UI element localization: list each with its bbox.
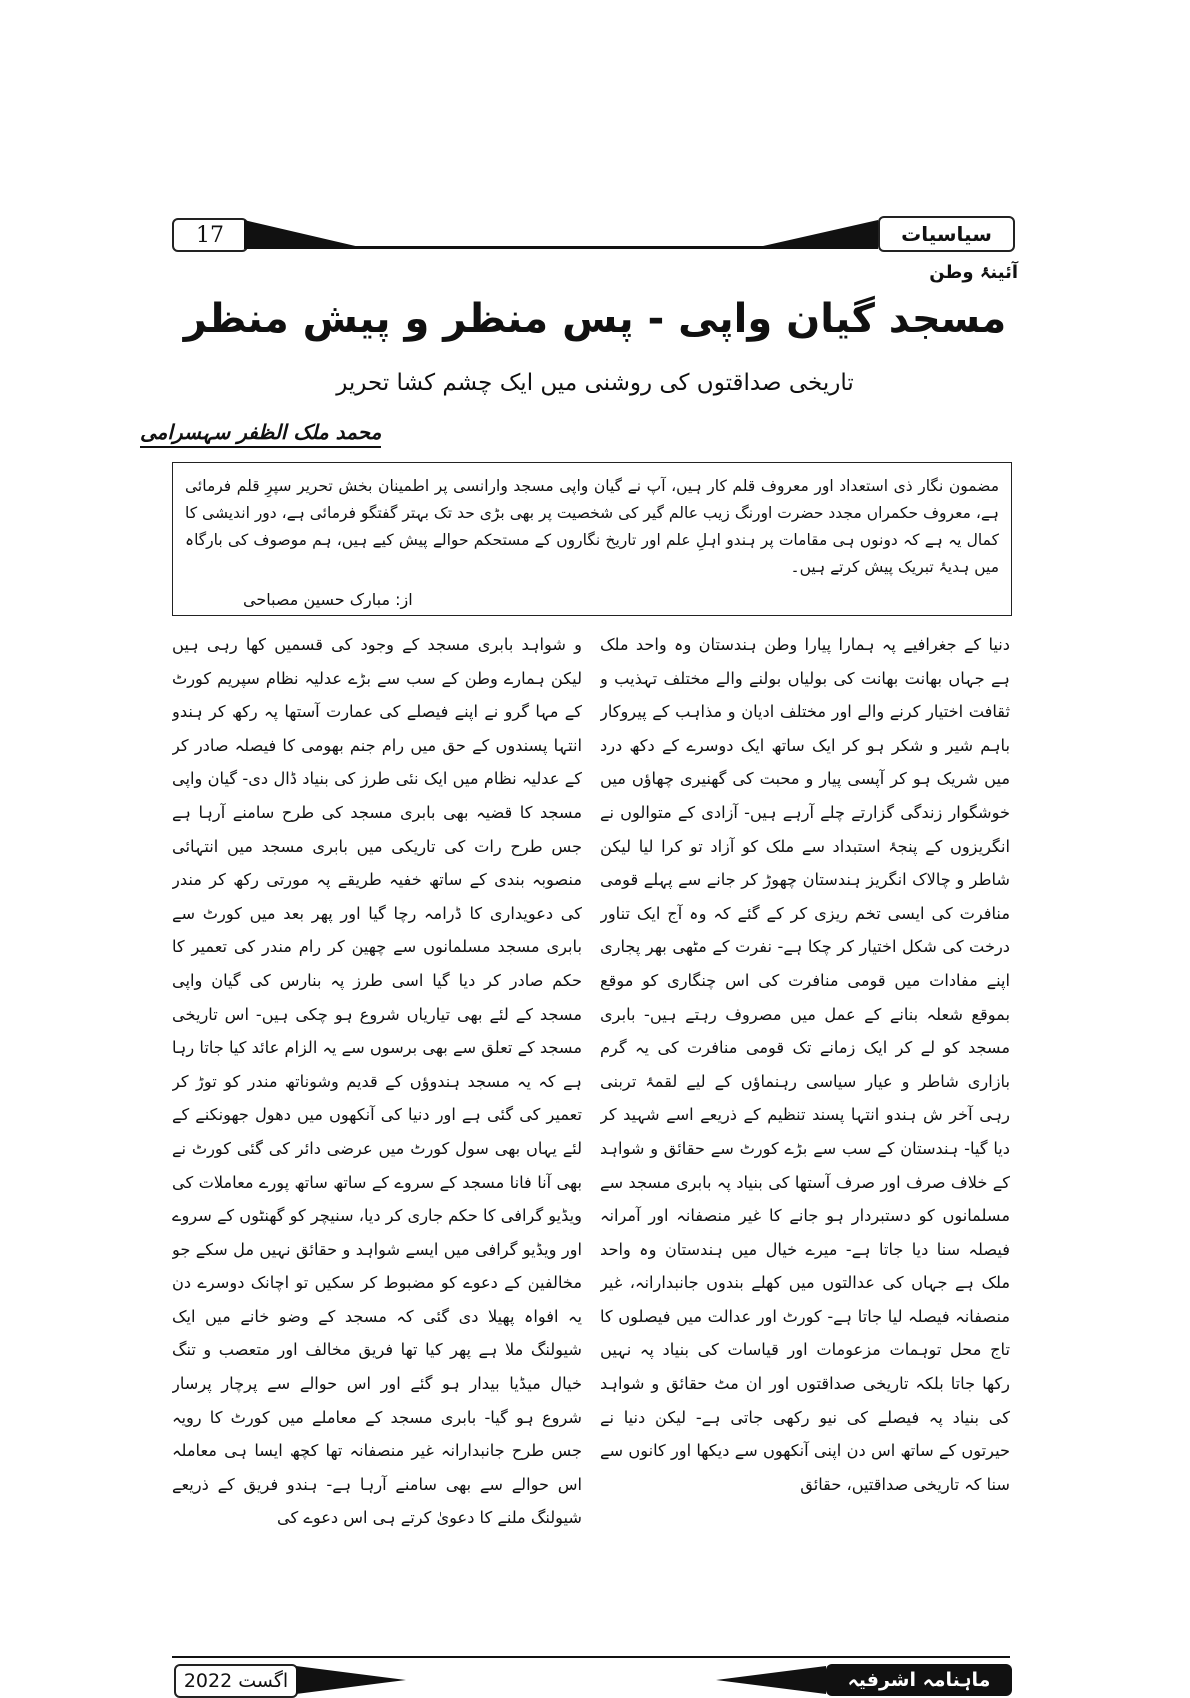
body-paragraph: و شواہد بابری مسجد کے وجود کی قسمیں کھا رہی ہیں لیکن ہمارے وطن کے سب سے بڑے عدلیہ نظام سپریم کورٹ کے مہا گرو نے اپنے فیصلے کی عمارت آستھا پہ رکھ کر ہندو انتہا پسندوں کے حق میں رام جنم بھومی کا فیصلہ صادر کر کے عدلیہ نظام میں ایک نئی طرز کی بنیاد ڈال دی- گیان واپی مسجد کا قضیہ بھی بابری مسجد کی طرح سامنے آرہا ہے جس طرح رات کی تاریکی میں بابری مسجد میں انتہائی منصوبہ بندی کے ساتھ خفیہ طریقے پہ مورتی رکھ کر مندر کی دعویداری کا ڈرامہ رچا گیا اور پھر بعد میں کورٹ سے بابری مسجد مسلمانوں سے چھین کر رام مندر کی تعمیر کا حکم صادر کر دیا گیا اسی طرز پہ بنارس کی گیان واپی مسجد کے لئے بھی تیاریاں شروع ہو چکی ہیں- اس تاریخی مسجد کے تعلق سے بھی برسوں سے یہ الزام عائد کیا جاتا رہا ہے کہ یہ مسجد ہندوؤں کے قدیم وشوناتھ مندر کو توڑ کر تعمیر کی گئی ہے اور دنیا کی آنکھوں میں دھول جھونکنے کے لئے یہاں بھی سول کورٹ میں عرضی دائر کی گئی کورٹ نے بھی آنا فانا مسجد کے سروے کے ساتھ ساتھ پورے معاملات کی ویڈیو گرافی کا حکم جاری کر دیا، سنیچر کو گھنٹوں کے سروے اور ویڈیو گرافی میں ایسے شواہد و حقائق نہیں مل سکے جو مخالفین کے دعوے کو مضبوط کر سکیں تو اچانک دوسرے دن یہ افواہ پھیلا دی گئی کہ مسجد کے وضو خانے میں ایک شیولنگ ملا ہے پھر کیا تھا فریق مخالف اور متعصب و تنگ خیال میڈیا بیدار ہو گئے اور اس حوالے سے پرچار پرسار شروع ہو گیا- بابری مسجد کے معاملے میں کورٹ کا رویہ جس طرح جانبدارانہ غیر منصفانہ تھا کچھ ایسا ہی معاملہ اس حوالے سے بھی سامنے آرہا ہے- ہندو فریق کے ذریعے شیولنگ ملنے کا دعویٰ کرتے ہی اس دعوے کی — [172, 635, 582, 1528]
body-column-right — [600, 628, 1010, 1646]
magazine-name: ماہنامہ اشرفیہ — [826, 1664, 1012, 1696]
header-rule-right — [424, 218, 878, 252]
footer-wedge — [296, 1664, 426, 1696]
intro-box — [172, 462, 1012, 616]
article-title: مسجد گیان واپی - پس منظر و پیش منظر — [183, 296, 1007, 342]
footer-wedge-right — [696, 1664, 826, 1696]
author-name: محمد ملک الظفر سہسرامی — [140, 420, 381, 448]
page-number: 17 — [172, 218, 248, 252]
issue-date: اگست 2022 — [174, 1664, 298, 1698]
header-rule-left — [244, 218, 424, 252]
footer-rule — [172, 1656, 1010, 1658]
intro-credit: از: مبارک حسین مصباحی — [243, 590, 413, 609]
body-paragraph: دنیا کے جغرافیے پہ ہمارا پیارا وطن ہندستان وہ واحد ملک ہے جہاں بھانت بھانت کی بولیاں بولنے والے مختلف تہذیب و ثقافت اختیار کرنے والے اور مختلف ادیان و مذاہب کے پیروکار باہم شیر و شکر ہو کر ایک ساتھ ایک دوسرے کے دکھ درد میں شریک ہو کر آپسی پیار و محبت کی گھنیری چھاؤں میں خوشگوار زندگی گزارتے چلے آرہے ہیں- آزادی کے متوالوں نے انگریزوں کے پنجۂ استبداد سے ملک کو آزاد تو کرا لیا لیکن شاطر و چالاک انگریز ہندستان چھوڑ کر جانے سے پہلے قومی منافرت کی ایسی تخم ریزی کر کے گئے کہ وہ آج ایک تناور درخت کی شکل اختیار کر چکا ہے- نفرت کے مٹھی بھر پجاری اپنے مفادات میں قومی منافرت کی اس چنگاری کو موقع بموقع شعلہ بنانے کے عمل میں مصروف رہتے ہیں- بابری مسجد کو لے کر ایک زمانے تک قومی منافرت کی یہ گرم بازاری شاطر و عیار سیاسی رہنماؤں کے لیے لقمۂ تربنی رہی آخر ش ہندو انتہا پسند تنظیم کے ذریعے اسے شہید کر دیا گیا- ہندستان کے سب سے بڑے کورٹ سے حقائق و شواہد کے خلاف صرف اور صرف آستھا کی بنیاد پہ بابری مسجد سے مسلمانوں کو دستبردار ہو جانے کا غیر منصفانہ اور آمرانہ فیصلہ سنا دیا جاتا ہے- میرے خیال میں ہندستان وہ واحد ملک ہے جہاں کی عدالتوں میں کھلے بندوں جانبدارانہ، غیر منصفانہ فیصلہ لیا جاتا ہے- کورٹ اور عدالت میں فیصلوں کا تاج محل توہمات مزعومات اور قیاسات کی بنیاد پہ نہیں رکھا جاتا بلکہ تاریخی صداقتوں اور ان مٹ حقائق و شواہد کی بنیاد پہ فیصلے کی نیو رکھی جاتی ہے- لیکن دنیا نے حیرتوں کے ساتھ اس دن اپنی آنکھوں سے دیکھا اور کانوں سے سنا کہ تاریخی صداقتیں، حقائق — [600, 635, 1010, 1494]
body-column-left — [172, 628, 582, 1646]
article-subtitle: تاریخی صداقتوں کی روشنی میں ایک چشم کشا تحریر — [336, 370, 854, 396]
intro-text: مضمون نگار ذی استعداد اور معروف قلم کار ہیں، آپ نے گیان واپی مسجد وارانسی پر اطمینان بخش تحریر سپرِ قلم فرمائی ہے، معروف حکمراں مجدد حضرت اورنگ زیب عالم گیر کی شخصیت پر بھی بڑی حد تک بہتر گفتگو فرمائی ہے، دور اندیشی کا کمال یہ ہے کہ دونوں ہی مقامات پر ہندو اہلِ علم اور تاریخ نگاروں کے مستحکم حوالے پیش کیے ہیں، ہم موصوف کی بارگاہ میں ہدیۂ تبریک پیش کرتے ہیں۔ — [185, 477, 999, 576]
series-name: آئینۂ وطن — [929, 262, 1018, 283]
section-label: سیاسیات — [878, 216, 1015, 252]
